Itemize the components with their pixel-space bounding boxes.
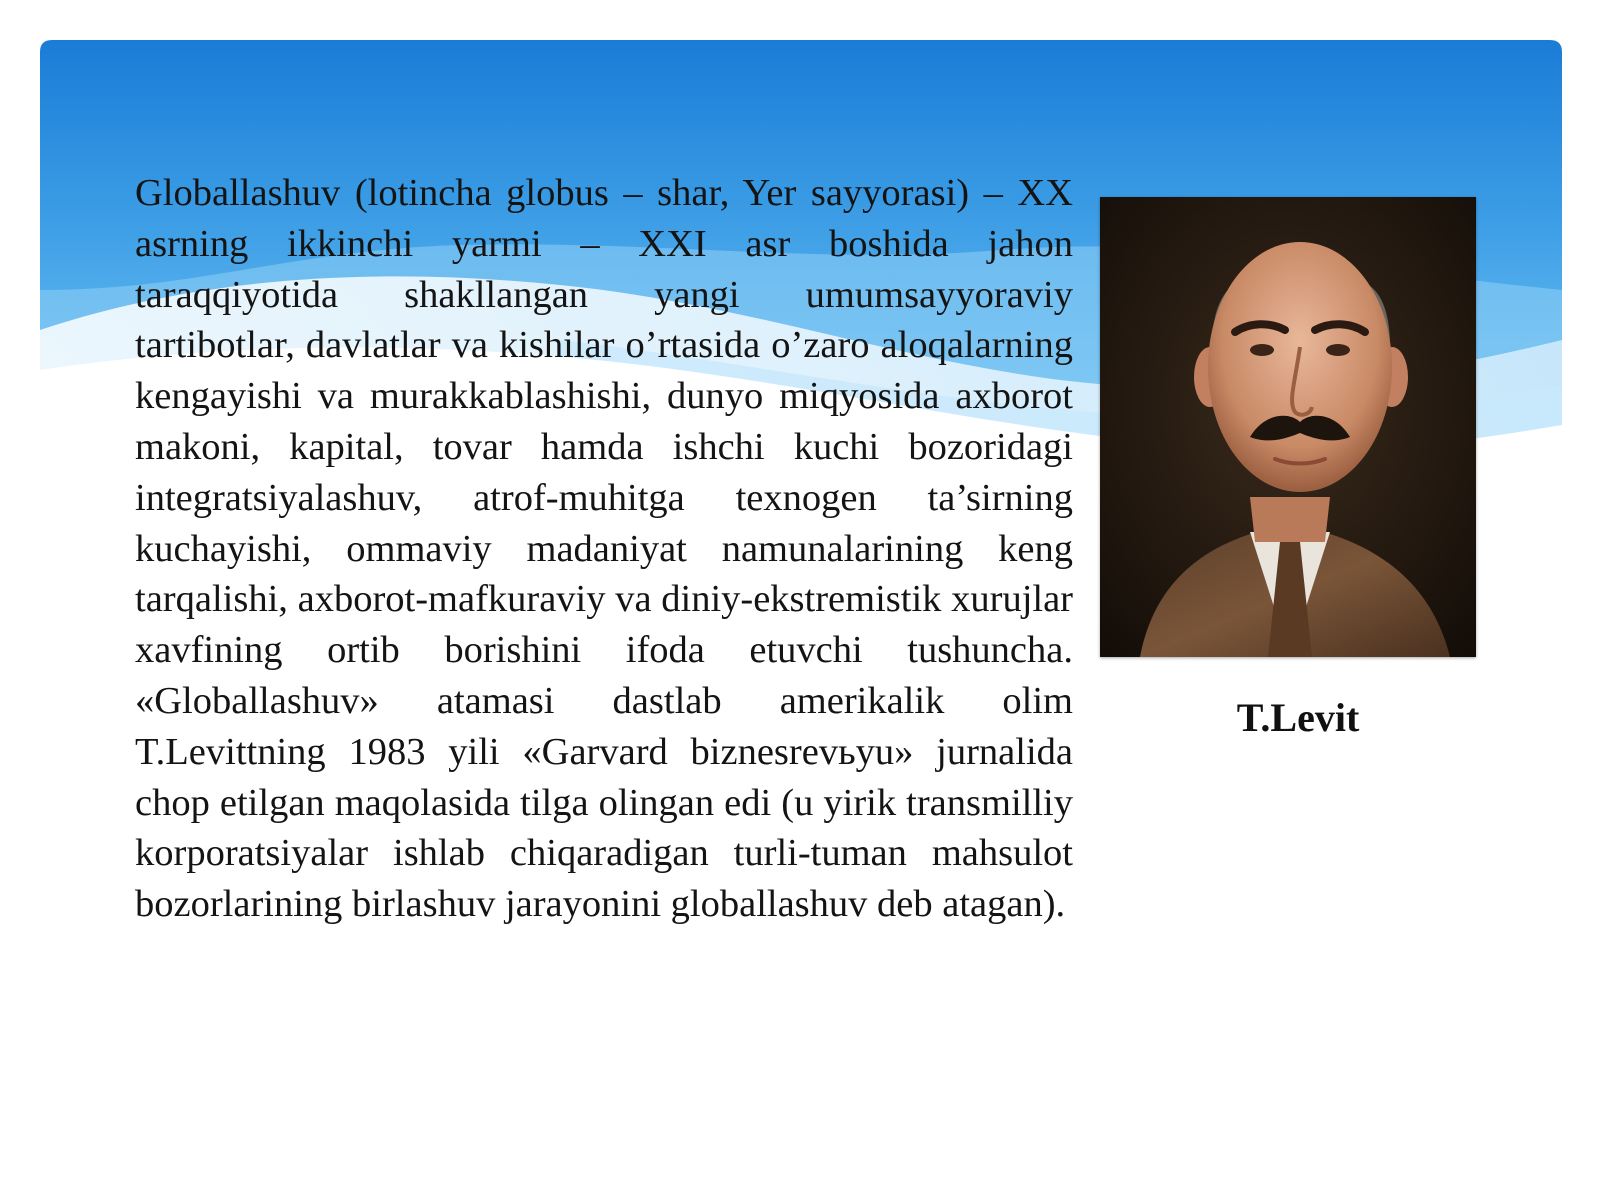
portrait-photo [1100, 197, 1476, 657]
portrait-caption: T.Levit [1236, 695, 1360, 740]
main-paragraph: Globallashuv (lotincha globus – shar, Yer sayyorasi) – XX asrning ikkinchi yarmi – XXI asr boshida jahon taraqqiyotida shakllangan yangi umumsayyoraviy tartibotlar, davlatlar va kishilar o’rtasida o’zaro aloqalarning kengayishi va murakkablashishi, dunyo miqyosida axborot makoni, kapital, tovar hamda ishchi kuchi bozoridagi integratsiyalashuv, atrof-muhitga texnogen ta’sirning kuchayishi, ommaviy madaniyat namunalarining keng tarqalishi, axborot-mafkuraviy va diniy-ekstremistik xurujlar xavfining ortib borishini ifoda etuvchi tushuncha. «Globallashuv» atamasi dastlab amerikalik olim T.Levittning 1983 yili «Garvard biznesrevьyu» jurnalida chop etilgan maqolasida tilga olingan edi (u yirik transmilliy korporatsiyalar ishlab chiqaradigan turli-tuman mahsulot bozorlarining birlashuv jarayonini globallashuv deb atagan). [135, 172, 1073, 926]
